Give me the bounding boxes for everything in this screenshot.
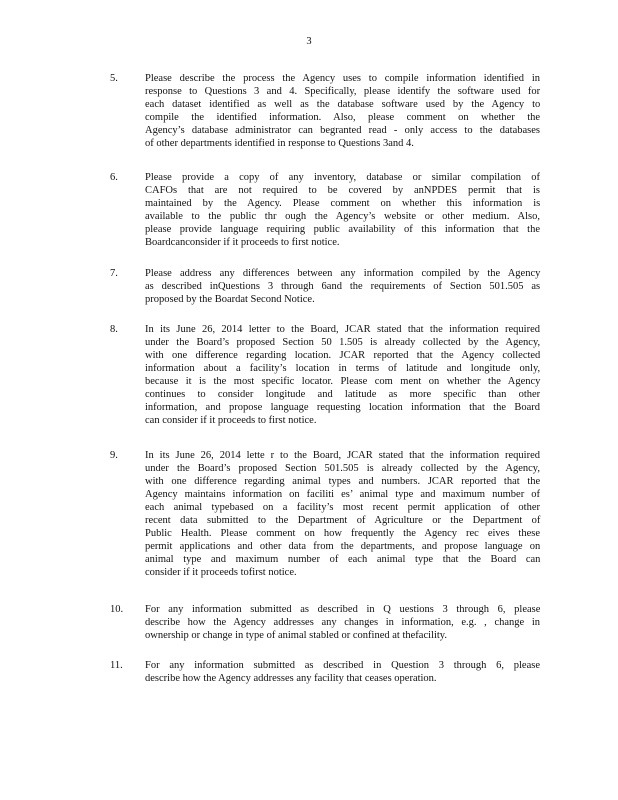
text-line: Please address any differences between any information compiled by the Agency bbox=[145, 268, 541, 279]
text-line: Agency’s database administrator can begranted read - only access to the databases bbox=[145, 125, 540, 136]
question-text bbox=[145, 171, 540, 249]
text-line: proposed by the Boardat Second Notice. bbox=[145, 294, 315, 305]
question-number: 9. bbox=[110, 450, 118, 461]
text-line: under the Board’s proposed Section 50 1.505 is already collected by the Agency, bbox=[145, 337, 541, 348]
text-line: continues to consider longitude and latitude as more specific than other bbox=[145, 389, 541, 400]
text-line: can consider if it proceeds to first notice. bbox=[145, 415, 317, 426]
text-line: information, and propose language requesting location information that the Board bbox=[145, 402, 540, 413]
text-line: Agency maintains information on faciliti es’ animal type and maximum number of bbox=[145, 489, 540, 500]
question-number: 8. bbox=[110, 324, 118, 335]
text-line: each dataset identified as well as the database software used by the Agency to bbox=[145, 99, 541, 110]
text-line: maintained by the Agency. Please comment on whether this information is bbox=[145, 198, 541, 209]
text-line: Boardcanconsider if it proceeds to first notice. bbox=[145, 237, 340, 248]
text-line: describe how the Agency addresses any changes in information, e.g. , change in bbox=[145, 617, 540, 628]
page-number: 3 bbox=[306, 36, 312, 47]
text-line: because it is the most specific locator. Please com ment on whether the Agency bbox=[145, 376, 541, 387]
question-text bbox=[145, 659, 540, 685]
question-number: 10. bbox=[110, 604, 124, 615]
text-line: with one difference regarding location. JCAR reported that the Agency collected bbox=[145, 350, 541, 361]
text-line: ownership or change in type of animal stabled or confined at thefacility. bbox=[145, 630, 447, 641]
text-line: Public Health. Please comment on how frequently the Agency rec eives these bbox=[145, 528, 540, 539]
question-number: 6. bbox=[110, 172, 118, 183]
text-line: as described inQuestions 3 through 6and the requirements of Section 501.505 as bbox=[145, 281, 541, 292]
text-line: each animal typebased on a facility’s most recent permit application of other bbox=[145, 502, 541, 513]
text-line: animal type and maximum number of each animal type that the Board can bbox=[145, 554, 541, 565]
question-number: 5. bbox=[110, 73, 118, 84]
question-number: 11. bbox=[110, 660, 123, 671]
text-line: under the Board’s proposed Section 501.505 is already collected by the Agency, bbox=[145, 463, 540, 474]
text-line: For any information submitted as described in Question 3 through 6, please bbox=[145, 660, 540, 671]
question-text bbox=[145, 603, 540, 642]
text-line: In its June 26, 2014 letter to the Board, JCAR stated that the information required bbox=[145, 324, 540, 335]
text-line: compile the identified information. Also, please comment on whether the bbox=[145, 112, 541, 123]
text-line: CAFOs that are not required to be covered by anNPDES permit that is bbox=[145, 185, 540, 196]
text-line: Please describe the process the Agency uses to compile information identified in bbox=[145, 73, 540, 84]
text-line: In its June 26, 2014 lette r to the Board, JCAR stated that the information required bbox=[145, 450, 540, 461]
question-text bbox=[145, 267, 540, 306]
text-line: permit applications and other data from the departments, and propose language on bbox=[145, 541, 541, 552]
text-line: of other departments identified in response to Questions 3and 4. bbox=[145, 138, 414, 149]
question-text bbox=[145, 72, 540, 150]
text-line: please provide language requiring public availability of this information that the bbox=[145, 224, 540, 235]
text-line: consider if it proceeds tofirst notice. bbox=[145, 567, 297, 578]
question-text bbox=[145, 323, 540, 427]
question-text bbox=[145, 449, 540, 579]
text-line: information about a facility’s location in terms of latitude and longitude only, bbox=[145, 363, 541, 374]
text-line: Please provide a copy of any inventory, database or similar compilation of bbox=[145, 172, 540, 183]
text-line: For any information submitted as described in Q uestions 3 through 6, please bbox=[145, 604, 541, 615]
text-line: available to the public thr ough the Agency’s website or other medium. Also, bbox=[145, 211, 540, 222]
text-line: describe how the Agency addresses any facility that ceases operation. bbox=[145, 673, 437, 684]
text-line: recent data submitted to the Department of Agriculture or the Department of bbox=[145, 515, 541, 526]
question-number: 7. bbox=[110, 268, 118, 279]
text-line: response to Questions 3 and 4. Specifically, please identify the software used for bbox=[145, 86, 541, 97]
text-line: with one difference regarding animal types and numbers. JCAR reported that the bbox=[145, 476, 541, 487]
